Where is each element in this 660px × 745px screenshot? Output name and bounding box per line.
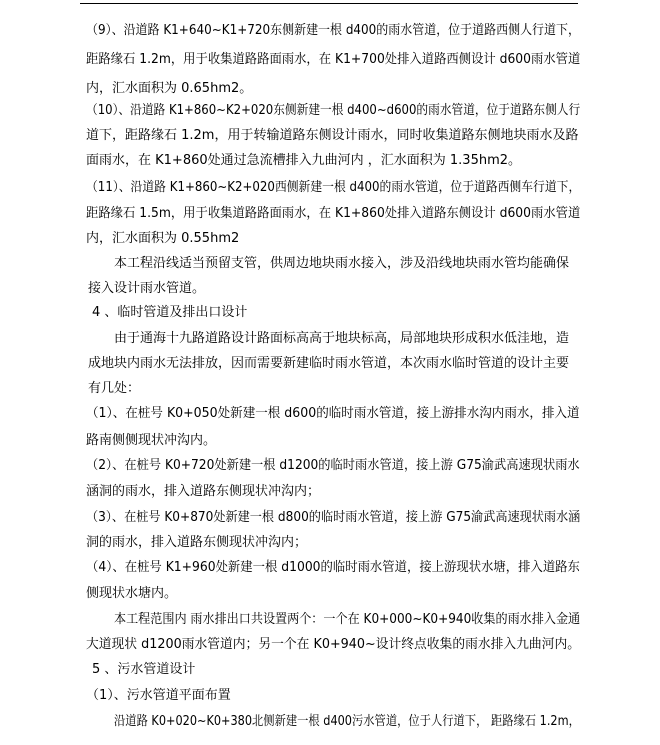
subsection-heading: （1）、污水管道平面布置 xyxy=(86,688,231,703)
text-line: 距路缘石 1.2m，用于收集道路路面雨水，在 K1+700处排入道路西侧设计 d600雨水管道 xyxy=(86,52,581,67)
section-heading: 5 、污水管道设计 xyxy=(92,662,196,677)
text-line: 本工程范围内 雨水排出口共设置两个：一个在 K0+000~K0+940收集的雨水排入金通 xyxy=(114,612,581,627)
header-rule xyxy=(80,3,578,4)
text-line: 路南侧侧现状冲沟内。 xyxy=(86,433,217,448)
text-line: 成地块内雨水无法排放，因而需要新建临时雨水管道，本次雨水临时管道的设计主要 xyxy=(88,356,570,371)
text-line: （3）、在桩号 K0+870处新建一根 d800的临时雨水管道，接上游 G75渝武高速现状雨水涵 xyxy=(86,510,581,525)
text-line: 面雨水，在 K1+860处通过急流槽排入九曲河内 ，汇水面积为 1.35hm2。 xyxy=(86,153,522,168)
text-line: 道下，距路缘石 1.2m，用于转输道路东侧设计雨水，同时收集道路东侧地块雨水及路 xyxy=(86,128,579,143)
text-line: 洞的雨水，排入道路东侧现状冲沟内； xyxy=(86,535,308,550)
text-line: （11）、沿道路 K1+860~K2+020西侧新建一根 d400的雨水管道，位于道路西侧车行道下， xyxy=(86,180,581,195)
text-line: 大道现状 d1200雨水管道内；另一个在 K0+940~设计终点收集的雨水排入九曲河内。 xyxy=(86,637,580,652)
text-line: 侧现状水塘内。 xyxy=(86,586,178,601)
text-line: （2）、在桩号 K0+720处新建一根 d1200的临时雨水管道，接上游 G75渝武高速现状雨水 xyxy=(86,458,580,473)
text-line: 由于通海十九路道路设计路面标高高于地块标高，局部地块形成积水低洼地，造 xyxy=(114,331,570,346)
text-line: 内，汇水面积为 0.65hm2。 xyxy=(86,81,253,96)
text-line: （4）、在桩号 K1+960处新建一根 d1000的临时雨水管道，接上游现状水塘，排入道路东 xyxy=(86,560,580,575)
text-line: 有几处： xyxy=(88,381,141,396)
text-line: （10）、沿道路 K1+860~K2+020东侧新建一根 d400~d600的雨水管道，位于道路东侧人行 xyxy=(86,103,581,118)
text-line: 本工程沿线适当预留支管，供周边地块雨水接入，涉及沿线地块雨水管均能确保 xyxy=(114,256,570,271)
text-line: 沿道路 K0+020~K0+380北侧新建一根 d400污水管道，位于人行道下， 距路缘石 1.2m， xyxy=(114,714,580,729)
text-line: 内，汇水面积为 0.55hm2 xyxy=(86,231,240,246)
text-line: （1）、在桩号 K0+050处新建一根 d600的临时雨水管道，接上游排水沟内雨水，排入道 xyxy=(86,406,580,421)
text-line: 接入设计雨水管道。 xyxy=(88,281,206,296)
text-line: 涵洞的雨水，排入道路东侧现状冲沟内； xyxy=(86,484,321,499)
text-line: 距路缘石 1.5m，用于收集道路路面雨水，在 K1+860处排入道路东侧设计 d600雨水管道 xyxy=(86,206,581,221)
text-line: （9）、沿道路 K1+640~K1+720东侧新建一根 d400的雨水管道，位于道路西侧人行道下， xyxy=(86,23,580,38)
section-heading: 4 、临时管道及排出口设计 xyxy=(92,305,248,320)
